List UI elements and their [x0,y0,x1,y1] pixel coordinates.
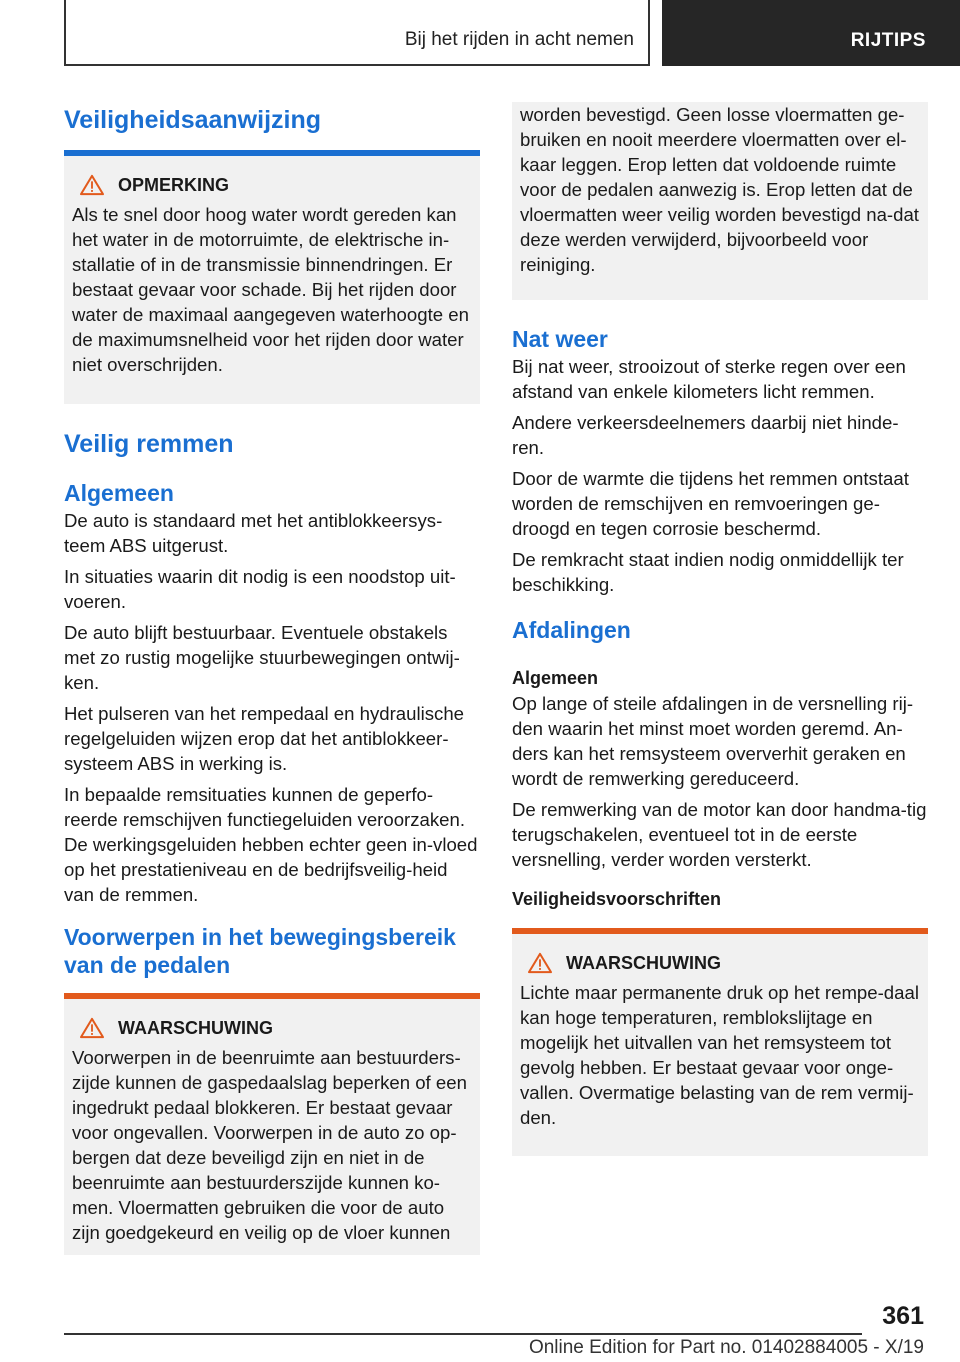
heading-nat-weer: Nat weer [512,326,608,352]
warning-box-rem [512,934,928,1156]
warning-box-continued [512,102,928,300]
notice-title-text: WAARSCHUWING [566,952,721,973]
header-section-title: Bij het rijden in acht nemen [404,29,634,50]
notice-box-opmerking [64,156,480,404]
paragraph: De remwerking van de motor kan door handma-tig terugschakelen, eventueel tot in de eerste versnelling, verder worden versterkt. [512,799,927,870]
paragraph: Bij nat weer, strooizout of sterke regen over een afstand van enkele kilometers licht remmen. [512,356,906,402]
warning-triangle-icon [78,1017,106,1039]
heading-veiligheidsvoorschriften: Veiligheidsvoorschriften [512,889,722,909]
notice-text: Voorwerpen in de beenruimte aan bestuurders-zijde kunnen de gaspedaalslag beperken of een ingedrukt pedaal blokkeren. Er bestaat gevaar voor ongevallen. Voorwerpen in de auto zo op-bergen dat deze beveiligd zijn en niet in de beenruimte aan bestuurderszijde kunnen ko-men. Vloermatten gebruiken die voor de auto zijn goedgekeurd en veilig op de vloer kunnen [72,1047,467,1243]
notice-text: Lichte maar permanente druk op het rempe-daal kan hoge temperaturen, remblokslijtage en mogelijk het uitvallen van het remsysteem tot gevolg hebben. Er bestaat gevaar voor onge-vallen. Overmatige belasting van de rem vermij-den. [520,982,919,1128]
heading-algemeen: Algemeen [64,480,174,506]
notice-text: worden bevestigd. Geen losse vloermatten ge-bruiken en nooit meerdere vloermatten over el-kaar leggen. Erop letten dat voldoende ruimte voor de pedalen aanwezig is. Erop letten dat de vloermatten weer veilig worden bevestigd na-dat deze werden verwijderd, bijvoorbeeld voor reiniging. [520,104,919,275]
paragraph: Op lange of steile afdalingen in de versnelling rij-den waarin het minst moet worden geremd. An-ders kan het remsysteem oververhit geraken en wordt de remwerking gereduceerd. [512,693,914,789]
right-column [512,102,928,1156]
notice-title [72,1017,472,1039]
notice-title [72,174,472,196]
heading-afdalingen: Afdalingen [512,617,631,643]
paragraph: In bepaalde remsituaties kunnen de geperfo-reerde remschijven functiegeluiden veroorzaken. De werkingsgeluiden hebben echter geen in-vloed op het prestatieniveau en de bedrijfsveilig-heid van de remmen. [64,784,478,905]
warning-triangle-icon [526,952,554,974]
paragraph: Andere verkeersdeelnemers daarbij niet hinde-ren. [512,412,899,458]
notice-title-text: OPMERKING [118,174,230,195]
header-chapter-label: RIJTIPS [850,30,926,51]
notice-title [520,952,920,974]
heading-veilig-remmen: Veilig remmen [64,430,234,458]
heading-voorwerpen: Voorwerpen in het bewegingsbereik van de pedalen [64,924,456,978]
heading-veiligheidsaanwijzing: Veiligheidsaanwijzing [64,106,322,134]
paragraph: De remkracht staat indien nodig onmiddellijk ter beschikking. [512,549,904,595]
heading-algemeen: Algemeen [512,668,599,688]
notice-text: Als te snel door hoog water wordt gereden kan het water in de motorruimte, de elektrische in-stallatie of in de transmissie binnendringen. Er bestaat gevaar voor schade. Bij het rijden door water de maximaal aangegeven waterhoogte en de maximumsnelheid voor het rijden door water niet overschrijden. [72,204,469,375]
footer-edition: Online Edition for Part no. 01402884005 - X/19 [528,1337,924,1358]
notice-title-text: WAARSCHUWING [118,1017,273,1038]
page-header [0,0,960,66]
footer-rule [64,1333,862,1335]
header-section-box [64,0,650,66]
paragraph: In situaties waarin dit nodig is een noodstop uit-voeren. [64,566,456,612]
paragraph: Door de warmte die tijdens het remmen ontstaat worden de remschijven en remvoeringen ge-droogd en tegen corrosie beschermd. [512,468,909,539]
page-number: 361 [882,1302,924,1330]
header-chapter-tab [662,0,960,66]
paragraph: De auto is standaard met het antiblokkeersys-teem ABS uitgerust. [64,510,443,556]
warning-box-pedalen [64,999,480,1255]
left-column [64,100,480,1255]
paragraph: Het pulseren van het rempedaal en hydraulische regelgeluiden wijzen erop dat het antiblokkeer-systeem ABS in werking is. [64,703,465,774]
paragraph: De auto blijft bestuurbaar. Eventuele obstakels met zo rustig mogelijke stuurbewegingen ontwij-ken. [64,622,460,693]
warning-triangle-icon [78,174,106,196]
